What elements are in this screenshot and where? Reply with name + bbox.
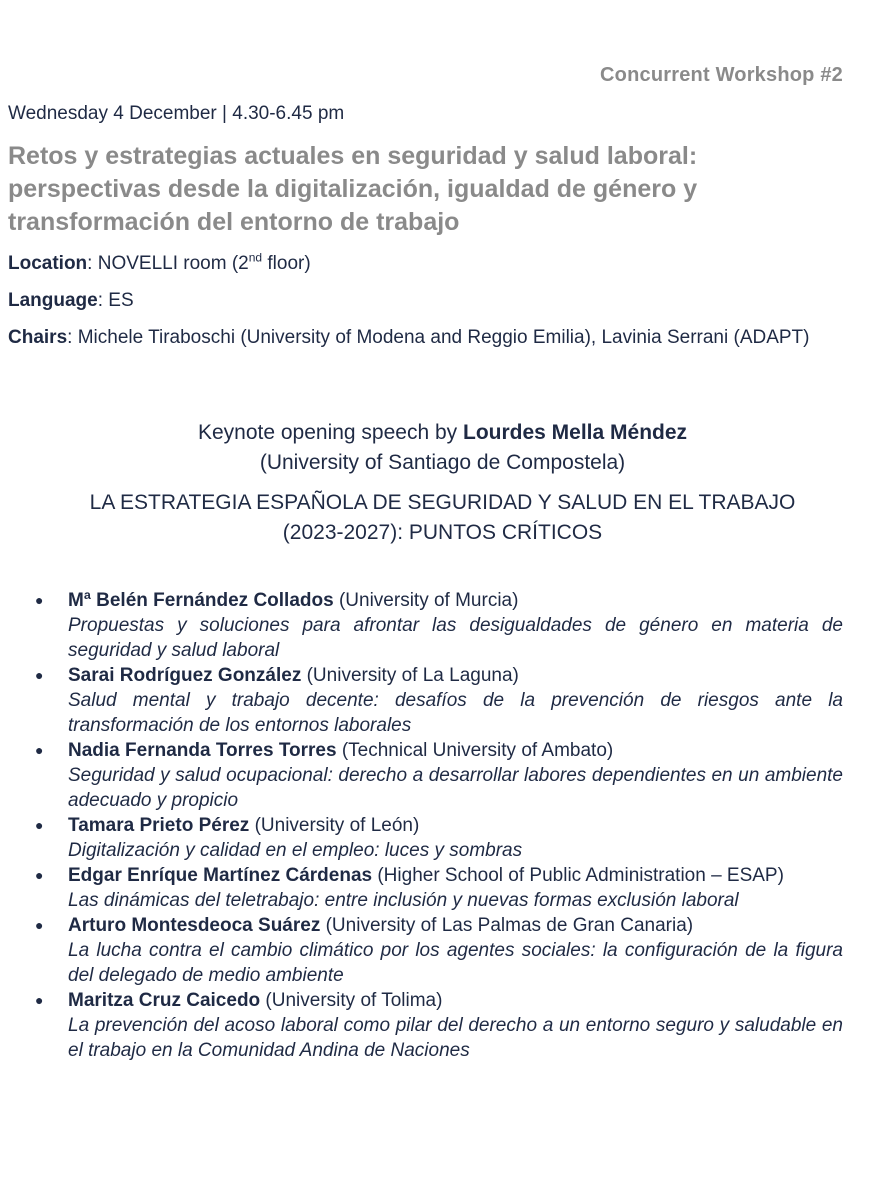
keynote-speaker-line [0, 418, 885, 448]
talk-title: Seguridad y salud ocupacional: derecho a desarrollar labores dependientes en un ambiente adecuado y propicio [68, 765, 843, 811]
keynote-title-line-2: (2023-2027): PUNTOS CRÍTICOS [282, 521, 603, 544]
list-item [0, 913, 885, 988]
keynote-title [0, 488, 885, 548]
keynote-intro: Keynote opening speech by [197, 421, 463, 444]
location-value: : NOVELLI room (2 [87, 253, 249, 274]
keynote-title-line-1: LA ESTRATEGIA ESPAÑOLA DE SEGURIDAD Y SALUD EN EL TRABAJO [89, 491, 796, 514]
language-label: Language [8, 290, 98, 311]
workshop-label: Concurrent Workshop #2 [600, 64, 843, 86]
location-line [8, 251, 848, 277]
list-item [0, 813, 885, 863]
talk-title: Salud mental y trabajo decente: desafíos de la prevención de riesgos ante la transformación de los entornos laborales [68, 690, 843, 736]
talk-title: La prevención del acoso laboral como pilar del derecho a un entorno seguro y saludable en el trabajo en la Comunidad Andina de Naciones [68, 1015, 843, 1061]
bullet-icon: ● [35, 592, 44, 608]
talk-title: Las dinámicas del teletrabajo: entre inclusión y nuevas formas exclusión laboral [68, 890, 739, 911]
speaker-name: Edgar Enríque Martínez Cárdenas [68, 865, 373, 886]
bullet-icon: ● [35, 992, 44, 1008]
chairs-label: Chairs [8, 327, 68, 348]
list-item [0, 988, 885, 1063]
list-item [0, 738, 885, 813]
list-item [0, 863, 885, 913]
speaker-affiliation: (Technical University of Ambato) [336, 740, 614, 761]
location-label: Location [8, 253, 88, 274]
keynote-affiliation: (University of Santiago de Compostela) [259, 451, 626, 474]
speaker-name: Nadia Fernanda Torres Torres [68, 740, 337, 761]
speaker-list [0, 588, 885, 1063]
bullet-icon: ● [35, 667, 44, 683]
list-item [0, 663, 885, 738]
speaker-affiliation: (University of Tolima) [260, 990, 443, 1011]
keynote-block [0, 418, 885, 478]
language-value: : ES [97, 290, 134, 311]
bullet-icon: ● [35, 917, 44, 933]
bullet-icon: ● [35, 742, 44, 758]
date-time: Wednesday 4 December | 4.30-6.45 pm [8, 103, 345, 124]
speaker-affiliation: (University of León) [249, 815, 420, 836]
chairs-line [8, 325, 848, 351]
speaker-affiliation: (University of La Laguna) [301, 665, 519, 686]
speaker-name: Mª Belén Fernández Collados [68, 590, 334, 611]
speaker-name: Tamara Prieto Pérez [68, 815, 250, 836]
location-tail: floor) [262, 253, 311, 274]
speaker-affiliation: (University of Murcia) [333, 590, 519, 611]
workshop-title: Retos y estrategias actuales en seguridad y salud laboral: perspectivas desde la digitalización, igualdad de género y transformación del entorno de trabajo [8, 142, 698, 236]
location-floor-suffix: nd [248, 250, 263, 265]
keynote-speaker: Lourdes Mella Méndez [463, 421, 688, 444]
talk-title: Digitalización y calidad en el empleo: luces y sombras [68, 840, 523, 861]
bullet-icon: ● [35, 817, 44, 833]
bullet-icon: ● [35, 867, 44, 883]
speaker-affiliation: (Higher School of Public Administration – ESAP) [372, 865, 784, 886]
speaker-name: Maritza Cruz Caicedo [68, 990, 261, 1011]
language-line [8, 288, 848, 314]
speaker-name: Arturo Montesdeoca Suárez [68, 915, 321, 936]
talk-title: Propuestas y soluciones para afrontar las desigualdades de género en materia de seguridad y salud laboral [68, 615, 843, 661]
chairs-value: : Michele Tiraboschi (University of Modena and Reggio Emilia), Lavinia Serrani (ADAPT) [67, 327, 810, 348]
talk-title: La lucha contra el cambio climático por los agentes sociales: la configuración de la figura del delegado de medio ambiente [68, 940, 843, 986]
speaker-name: Sarai Rodríguez González [68, 665, 302, 686]
list-item [0, 588, 885, 663]
speaker-affiliation: (University of Las Palmas de Gran Canaria) [320, 915, 694, 936]
